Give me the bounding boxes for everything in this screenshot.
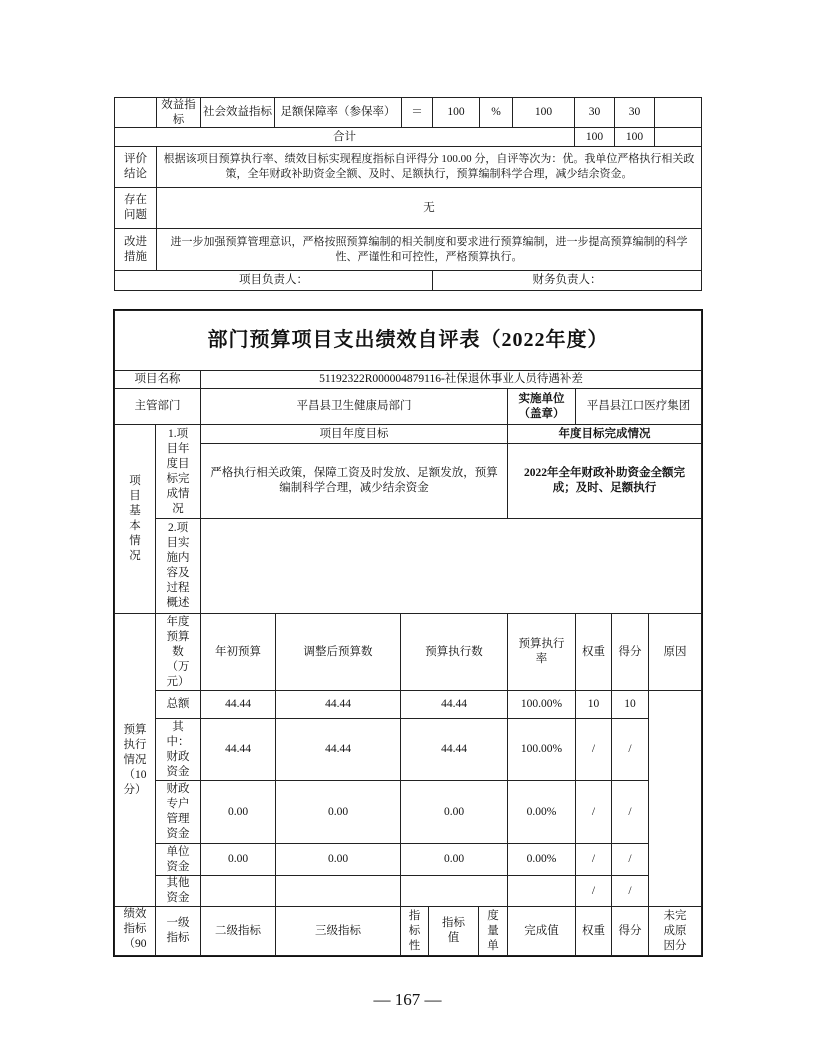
budget-cell-adjusted: 0.00 xyxy=(275,843,401,876)
perf-header-actual: 完成值 xyxy=(507,906,576,956)
budget-cell-adjusted xyxy=(275,875,401,907)
budget-cell-initial: 44.44 xyxy=(200,718,276,781)
perf-header-target: 指标值 xyxy=(428,906,479,956)
project-name-label: 项目名称 xyxy=(114,370,201,389)
budget-header-reason: 原因 xyxy=(648,613,702,691)
completion-header: 年度目标完成情况 xyxy=(507,424,702,444)
goal-label: 1.项目年度目标完成情况 xyxy=(155,424,201,519)
indicator-weight: 30 xyxy=(574,97,615,128)
budget-cell-name: 其中：财政资金 xyxy=(155,718,201,781)
budget-header-adjusted: 调整后预算数 xyxy=(275,613,401,691)
indicator-unit: % xyxy=(479,97,513,128)
budget-cell-rate: 100.00% xyxy=(507,690,576,719)
budget-cell-rate: 100.00% xyxy=(507,718,576,781)
project-name: 51192322R000004879116-社保退休事业人员待遇补差 xyxy=(200,370,702,389)
goal-header: 项目年度目标 xyxy=(200,424,508,444)
budget-cell-name: 财政专户管理资金 xyxy=(155,780,201,844)
content-text xyxy=(200,518,702,614)
budget-cell-executed: 44.44 xyxy=(400,690,508,719)
total-label: 合计 xyxy=(114,127,575,147)
budget-cell-adjusted: 0.00 xyxy=(275,780,401,844)
form-title: 部门预算项目支出绩效自评表（2022年度） xyxy=(114,310,702,371)
project-lead-signature: 项目负责人： xyxy=(114,270,433,291)
budget-cell-initial xyxy=(200,875,276,907)
budget-reason-cell xyxy=(648,690,702,907)
budget-header-executed: 预算执行数 xyxy=(400,613,508,691)
goal-text: 严格执行相关政策，保障工资及时发放、足额发放，预算编制科学合理，减少结余资金 xyxy=(200,443,508,519)
perf-header-score: 得分 xyxy=(611,906,649,956)
blank-cell xyxy=(654,97,702,128)
indicator-nature: ＝ xyxy=(401,97,433,128)
perf-header-reason: 未完成原因分 xyxy=(648,906,702,956)
budget-cell-initial: 0.00 xyxy=(200,843,276,876)
improvements-label: 改进措施 xyxy=(114,228,157,271)
budget-cell-executed: 44.44 xyxy=(400,718,508,781)
completion-text: 2022年全年财政补助资金全额完成；及时、足额执行 xyxy=(507,443,702,519)
impl-unit: 平昌县江口医疗集团 xyxy=(575,388,702,425)
budget-cell-executed: 0.00 xyxy=(400,780,508,844)
indicator-actual: 100 xyxy=(512,97,575,128)
dept-label: 主管部门 xyxy=(114,388,201,425)
basic-label: 项目基本情况 xyxy=(114,424,156,614)
perf-header-nature: 指标性 xyxy=(400,906,429,956)
conclusion-label: 评价结论 xyxy=(114,146,157,188)
budget-cell-weight: / xyxy=(575,780,612,844)
budget-cell-executed xyxy=(400,875,508,907)
budget-label: 预算执行情况（10分） xyxy=(114,613,156,907)
budget-cell-rate: 0.00% xyxy=(507,780,576,844)
budget-cell-name: 其他资金 xyxy=(155,875,201,907)
problems-label: 存在问题 xyxy=(114,187,157,229)
budget-cell-score: / xyxy=(611,718,649,781)
budget-cell-score: / xyxy=(611,875,649,907)
level3-indicator: 足额保障率（参保率） xyxy=(274,97,402,128)
budget-header-weight: 权重 xyxy=(575,613,612,691)
perf-header-level2: 二级指标 xyxy=(200,906,276,956)
total-weight: 100 xyxy=(574,127,615,147)
budget-cell-initial: 0.00 xyxy=(200,780,276,844)
budget-cell-name: 单位资金 xyxy=(155,843,201,876)
content-label: 2.项目实施内容及过程概述 xyxy=(155,518,201,614)
budget-cell-score: / xyxy=(611,780,649,844)
budget-header-score: 得分 xyxy=(611,613,649,691)
budget-cell-executed: 0.00 xyxy=(400,843,508,876)
perf-label: 绩效指标（90 xyxy=(114,906,156,956)
perf-header-weight: 权重 xyxy=(575,906,612,956)
budget-cell-rate: 0.00% xyxy=(507,843,576,876)
page-number: — 167 — xyxy=(373,990,442,1009)
total-score: 100 xyxy=(614,127,655,147)
budget-header-rate: 预算执行率 xyxy=(507,613,576,691)
problems-text: 无 xyxy=(156,187,702,229)
perf-header-level1: 一级指标 xyxy=(155,906,201,956)
finance-lead-signature: 财务负责人： xyxy=(432,270,702,291)
budget-header-amount: 年度预算数（万元） xyxy=(155,613,201,691)
perf-header-unit: 度量单 xyxy=(478,906,508,956)
improvements-text: 进一步加强预算管理意识，严格按照预算编制的相关制度和要求进行预算编制，进一步提高预算编制的科学性、严谨性和可控性，严格预算执行。 xyxy=(156,228,702,271)
conclusion-text: 根据该项目预算执行率、绩效目标实现程度指标自评得分 100.00 分，自评等次为：优。我单位严格执行相关政策，全年财政补助资金全额、及时、足额执行，预算编制科学合理，减少结余资金。 xyxy=(156,146,702,188)
dept: 平昌县卫生健康局部门 xyxy=(200,388,508,425)
impl-label: 实施单位（盖章） xyxy=(507,388,576,425)
budget-cell-weight: 10 xyxy=(575,690,612,719)
budget-header-initial: 年初预算 xyxy=(200,613,276,691)
budget-cell-weight: / xyxy=(575,875,612,907)
indicator-target: 100 xyxy=(432,97,480,128)
budget-cell-rate xyxy=(507,875,576,907)
budget-cell-name: 总额 xyxy=(155,690,201,719)
perf-header-level3: 三级指标 xyxy=(275,906,401,956)
blank-cell xyxy=(114,97,157,128)
budget-cell-weight: / xyxy=(575,718,612,781)
indicator-score: 30 xyxy=(614,97,655,128)
budget-cell-weight: / xyxy=(575,843,612,876)
budget-cell-adjusted: 44.44 xyxy=(275,718,401,781)
budget-cell-score: / xyxy=(611,843,649,876)
level2-indicator: 社会效益指标 xyxy=(200,97,275,128)
budget-cell-adjusted: 44.44 xyxy=(275,690,401,719)
budget-cell-initial: 44.44 xyxy=(200,690,276,719)
blank-cell xyxy=(654,127,702,147)
budget-cell-score: 10 xyxy=(611,690,649,719)
level1-indicator: 效益指标 xyxy=(156,97,201,128)
